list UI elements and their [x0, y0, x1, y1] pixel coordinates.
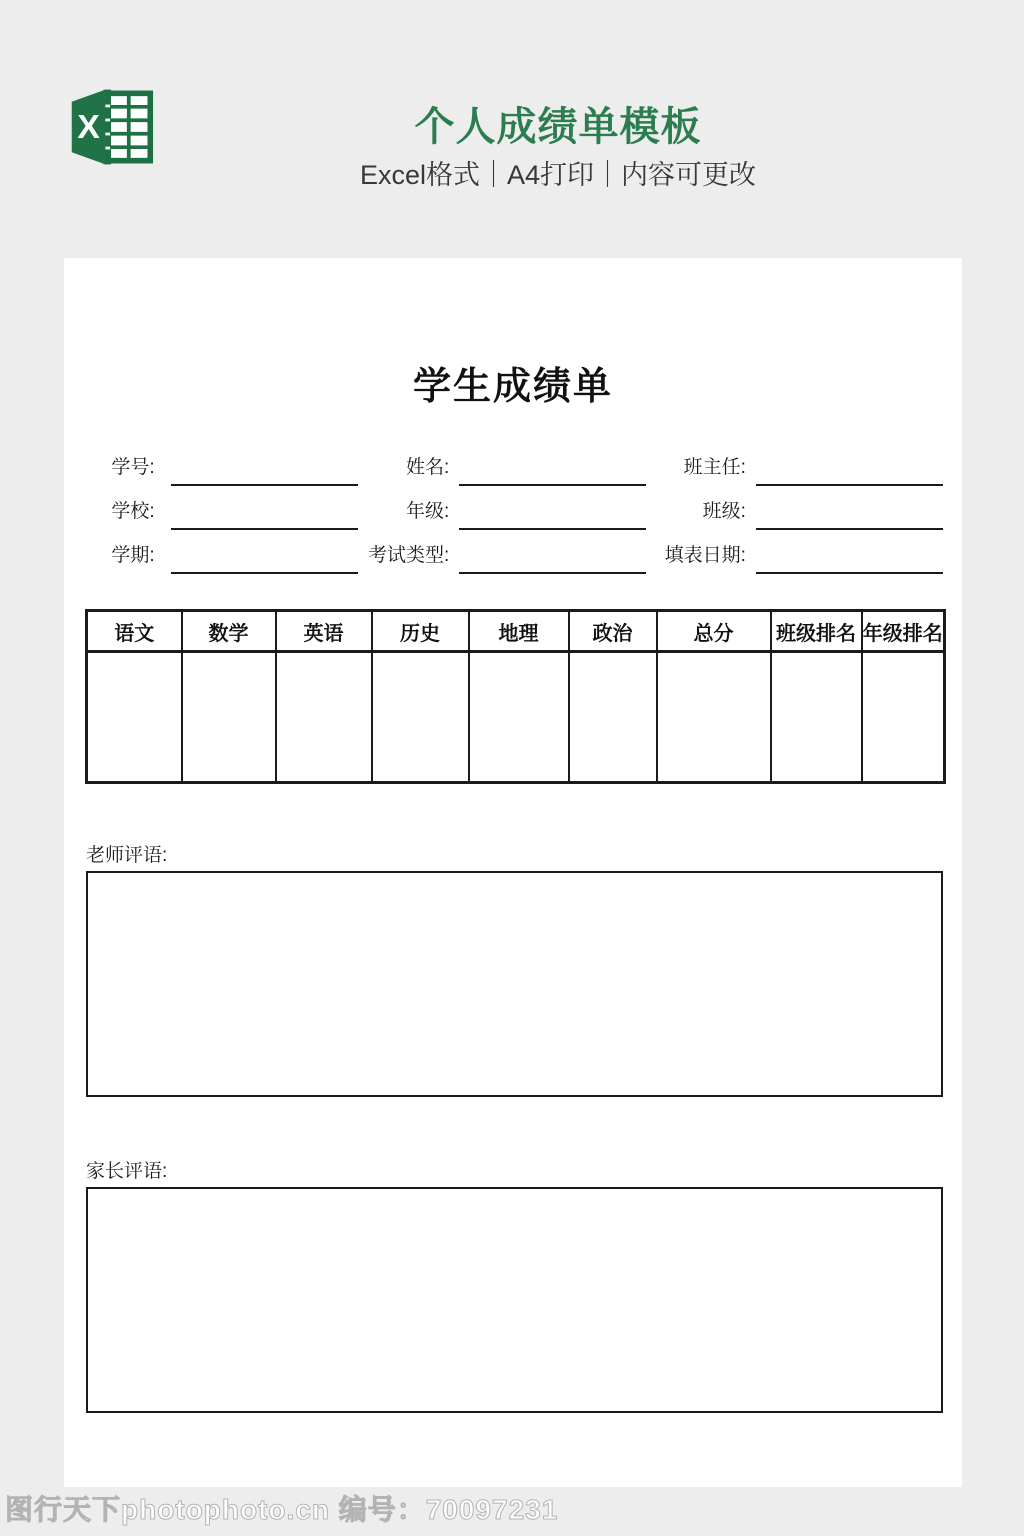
document-title: 学生成绩单 — [412, 366, 613, 408]
parent-comment-box[interactable] — [86, 1187, 943, 1413]
column-header-grade-rank: 年级排名 — [862, 611, 945, 652]
field-label-school: 学校: — [111, 501, 155, 522]
field-blank-exam-type[interactable] — [459, 544, 646, 574]
field-blank-school[interactable] — [171, 500, 358, 530]
column-header-politics: 政治 — [569, 611, 657, 652]
field-blank-student-id[interactable] — [171, 456, 358, 486]
column-header-chinese: 语文 — [87, 611, 182, 652]
column-header-geography: 地理 — [469, 611, 569, 652]
field-blank-fill-date[interactable] — [756, 544, 943, 574]
score-cell-total[interactable] — [657, 652, 771, 783]
parent-comment-label: 家长评语: — [86, 1161, 168, 1182]
info-row-3 — [85, 544, 943, 575]
table-header-row — [87, 611, 945, 652]
field-blank-class[interactable] — [756, 500, 943, 530]
field-blank-name[interactable] — [459, 456, 646, 486]
site-watermark: 图行天下photophoto.cn 编号：70097231 — [5, 1494, 559, 1525]
score-cell-english[interactable] — [276, 652, 372, 783]
field-blank-grade[interactable] — [459, 500, 646, 530]
info-fields — [85, 456, 943, 575]
field-label-grade: 年级: — [406, 501, 450, 522]
column-header-math: 数学 — [182, 611, 276, 652]
score-cell-history[interactable] — [372, 652, 469, 783]
field-blank-semester[interactable] — [171, 544, 358, 574]
score-cell-politics[interactable] — [569, 652, 657, 783]
column-header-total: 总分 — [657, 611, 771, 652]
scores-table — [85, 609, 946, 784]
a4-page — [64, 258, 962, 1487]
field-label-semester: 学期: — [111, 545, 155, 566]
excel-icon-letter: X — [77, 109, 100, 147]
field-label-student-id: 学号: — [111, 457, 155, 478]
info-row-2 — [85, 500, 943, 531]
field-label-name: 姓名: — [406, 457, 450, 478]
field-label-exam-type: 考试类型: — [368, 545, 450, 566]
column-header-class-rank: 班级排名 — [771, 611, 862, 652]
info-row-1 — [85, 456, 943, 487]
template-title: 个人成绩单模板 — [414, 105, 702, 149]
teacher-comment-box[interactable] — [86, 871, 943, 1097]
score-cell-grade-rank[interactable] — [862, 652, 945, 783]
teacher-comment-label: 老师评语: — [86, 845, 168, 866]
column-header-english: 英语 — [276, 611, 372, 652]
field-blank-head-teacher[interactable] — [756, 456, 943, 486]
field-label-fill-date: 填表日期: — [664, 545, 746, 566]
column-header-history: 历史 — [372, 611, 469, 652]
field-label-class: 班级: — [702, 501, 746, 522]
score-cell-class-rank[interactable] — [771, 652, 862, 783]
score-cell-math[interactable] — [182, 652, 276, 783]
score-cell-chinese[interactable] — [87, 652, 182, 783]
field-label-head-teacher: 班主任: — [683, 457, 746, 478]
table-row — [87, 652, 945, 783]
score-cell-geography[interactable] — [469, 652, 569, 783]
template-subtitle: Excel格式｜A4打印｜内容可更改 — [359, 160, 757, 190]
